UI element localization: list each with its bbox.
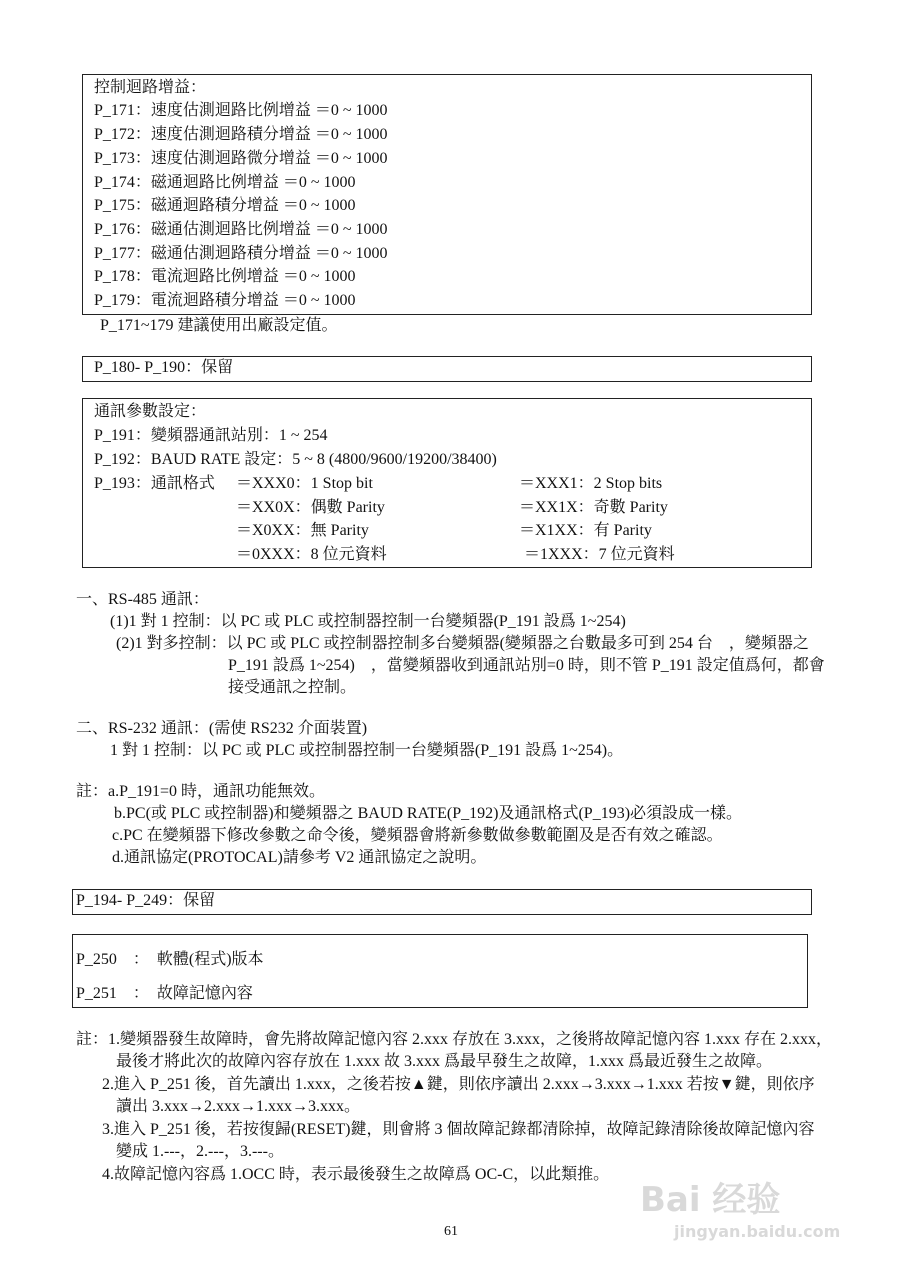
control-gain-title: 控制迴路增益： bbox=[94, 79, 207, 96]
comm-params-title: 通訊參數設定： bbox=[94, 403, 207, 420]
param-p176: P_176：磁通估測迴路比例增益 ＝0 ~ 1000 bbox=[94, 221, 388, 238]
rs485-title: 一、RS-485 通訊： bbox=[76, 591, 209, 608]
note2-4: 4.故障記憶內容爲 1.OCC 時，表示最後發生之故障爲 OC-C，以此類推。 bbox=[102, 1166, 610, 1183]
format-right-3: ＝1XXX：7 位元資料 bbox=[524, 546, 675, 563]
note-d: d.通訊協定(PROTOCAL)請參考 V2 通訊協定之說明。 bbox=[112, 849, 487, 866]
param-p179: P_179：電流迴路積分增益 ＝0 ~ 1000 bbox=[94, 292, 356, 309]
note2-2-line1: 2.進入 P_251 後，首先讀出 1.xxx，之後若按▲鍵，則依序讀出 2.xxx→3.xxx→1.xxx 若按▼鍵，則依序 bbox=[102, 1076, 815, 1093]
note2-3-line1: 3.進入 P_251 後，若按復歸(RESET)鍵，則會將 3 個故障記錄都清除掉，故障記錄清除後故障記憶內容 bbox=[102, 1121, 815, 1138]
baidu-watermark-logo: Bai 经验 bbox=[640, 1180, 781, 1220]
param-p251: P_251 ： 故障記憶內容 bbox=[76, 985, 253, 1002]
note2-2-line2: 讀出 3.xxx→2.xxx→1.xxx→3.xxx。 bbox=[116, 1098, 361, 1115]
param-p172: P_172：速度估測迴路積分增益 ＝0 ~ 1000 bbox=[94, 126, 388, 143]
param-p192: P_192：BAUD RATE 設定：5 ~ 8 (4800/9600/19200/38400) bbox=[94, 451, 497, 468]
rs485-item2-line3: 接受通訊之控制。 bbox=[228, 679, 357, 696]
format-left-3: ＝0XXX：8 位元資料 bbox=[236, 546, 387, 563]
format-right-0: ＝XXX1：2 Stop bits bbox=[519, 475, 663, 492]
param-p193-label: P_193：通訊格式 bbox=[94, 475, 215, 492]
format-left-0: ＝XXX0：1 Stop bit bbox=[236, 475, 373, 492]
note-a: 註：a.P_191=0 時，通訊功能無效。 bbox=[76, 783, 326, 800]
rs485-item2-line1: (2)1 對多控制：以 PC 或 PLC 或控制器控制多台變頻器(變頻器之台數最多可到 254 台 ，變頻器之 bbox=[116, 635, 809, 652]
factory-default-note: P_171~179 建議使用出廠設定值。 bbox=[100, 317, 338, 334]
param-p178: P_178：電流迴路比例增益 ＝0 ~ 1000 bbox=[94, 268, 356, 285]
rs232-title: 二、RS-232 通訊：(需使 RS232 介面裝置) bbox=[76, 720, 368, 737]
format-right-2: ＝X1XX：有 Parity bbox=[519, 522, 652, 539]
note-c: c.PC 在變頻器下修改參數之命令後，變頻器會將新參數做參數範圍及是否有效之確認。 bbox=[112, 827, 723, 844]
reserved-194-249: P_194- P_249：保留 bbox=[76, 892, 216, 909]
note2-3-line2: 變成 1.---，2.---，3.---。 bbox=[116, 1143, 284, 1160]
format-right-1: ＝XX1X：奇數 Parity bbox=[519, 499, 668, 516]
baidu-watermark-url: jingyan.baidu.com bbox=[674, 1222, 841, 1241]
param-p191: P_191：變頻器通訊站別：1 ~ 254 bbox=[94, 427, 328, 444]
reserved-180-190: P_180- P_190：保留 bbox=[94, 359, 234, 376]
param-p177: P_177：磁通估測迴路積分增益 ＝0 ~ 1000 bbox=[94, 245, 388, 262]
note-b: b.PC(或 PLC 或控制器)和變頻器之 BAUD RATE(P_192)及通訊格式(P_193)必須設成一樣。 bbox=[114, 805, 743, 822]
rs485-item2-line2: P_191 設爲 1~254) ，當變頻器收到通訊站別=0 時，則不管 P_191 設定值爲何，都會 bbox=[228, 657, 825, 674]
format-left-2: ＝X0XX：無 Parity bbox=[236, 522, 369, 539]
param-p174: P_174：磁通迴路比例增益 ＝0 ~ 1000 bbox=[94, 174, 356, 191]
format-left-1: ＝XX0X：偶數 Parity bbox=[236, 499, 385, 516]
param-p173: P_173：速度估測迴路微分增益 ＝0 ~ 1000 bbox=[94, 150, 388, 167]
note2-1-line2: 最後才將此次的故障內容存放在 1.xxx 故 3.xxx 爲最早發生之故障，1.xxx 爲最近發生之故障。 bbox=[116, 1053, 773, 1070]
param-p250: P_250 ： 軟體(程式)版本 bbox=[76, 951, 264, 968]
note2-1-line1: 註：1.變頻器發生故障時，會先將故障記憶內容 2.xxx 存放在 3.xxx，之後將故障記憶內容 1.xxx 存在 2.xxx， bbox=[76, 1031, 833, 1048]
rs232-item1: 1 對 1 控制：以 PC 或 PLC 或控制器控制一台變頻器(P_191 設爲 1~254)。 bbox=[110, 742, 624, 759]
rs485-item1: (1)1 對 1 控制：以 PC 或 PLC 或控制器控制一台變頻器(P_191 設爲 1~254) bbox=[110, 613, 626, 630]
param-p175: P_175：磁通迴路積分增益 ＝0 ~ 1000 bbox=[94, 197, 356, 214]
page-number: 61 bbox=[444, 1224, 458, 1239]
param-p171: P_171：速度估測迴路比例增益 ＝0 ~ 1000 bbox=[94, 102, 388, 119]
